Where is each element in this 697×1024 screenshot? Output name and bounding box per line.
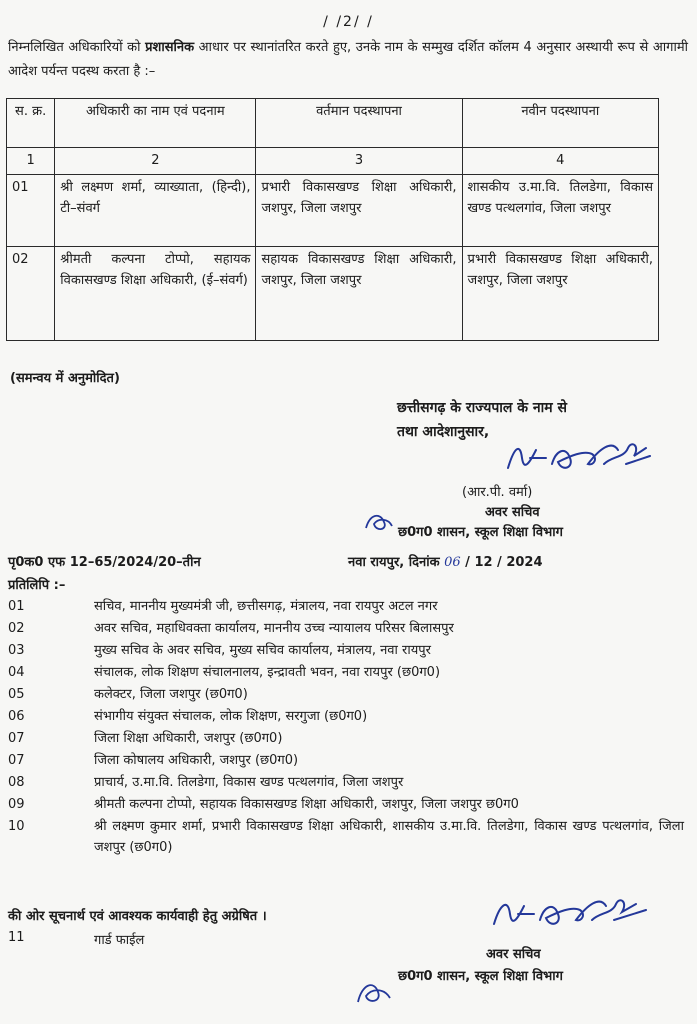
list-item-text: कलेक्टर, जिला जशपुर (छ0ग0): [94, 687, 248, 702]
list-item-number: 01: [8, 599, 25, 614]
row-officer: श्री लक्ष्मण शर्मा, व्याख्याता, (हिन्दी), टी–संवर्ग: [55, 175, 256, 247]
list-item-text: श्रीमती कल्पना टोप्पो, सहायक विकासखण्ड शिक्षा अधिकारी, जशपुर, जिला जशपुर छ0ग0: [94, 797, 519, 812]
row-current-posting: सहायक विकासखण्ड शिक्षा अधिकारी, जशपुर, जिला जशपुर: [256, 247, 462, 341]
row-serial: 02: [7, 247, 55, 341]
header-serial: स. क्र.: [7, 99, 55, 148]
header-new-posting: नवीन पदस्थापना: [462, 99, 658, 148]
list-item-text: प्राचार्य, उ.मा.वि. तिलडेगा, विकास खण्ड पत्थलगांव, जिला जशपुर: [94, 775, 404, 790]
list-item-number: 03: [8, 643, 25, 658]
list-item-text: जिला शिक्षा अधिकारी, जशपुर (छ0ग0): [94, 731, 283, 746]
table-row: [7, 247, 659, 341]
order-date: [348, 552, 543, 570]
list-item: [8, 706, 684, 728]
list-item-text: श्री लक्ष्मण कुमार शर्मा, प्रभारी विकासखण्ड शिक्षा अधिकारी, शासकीय उ.मा.वि. तिलडेगा, विकास खण्ड पत्थलगांव, जिला जशपुर (छ0ग0): [94, 819, 684, 855]
approval-note: (समन्वय में अनुमोदित): [10, 371, 120, 386]
initial-mark-icon: [362, 510, 396, 534]
officer-name: (आर.पी. वर्मा): [462, 485, 533, 500]
list-item: [8, 728, 684, 750]
signatory-2-designation: अवर सचिव: [486, 947, 541, 962]
row-serial: 01: [7, 175, 55, 247]
row-new-posting: शासकीय उ.मा.वि. तिलडेगा, विकास खण्ड पत्थलगांव, जिला जशपुर: [462, 175, 658, 247]
list-item-text: अवर सचिव, महाधिवक्ता कार्यालय, माननीय उच्च न्यायालय परिसर बिलासपुर: [94, 621, 454, 636]
reference-number: पृ0क0 एफ 12–65/2024/20–तीन: [8, 555, 201, 570]
table-column-numbers: [7, 148, 659, 175]
list-item: [8, 684, 684, 706]
list-item-text: संचालक, लोक शिक्षण संचालनालय, इन्द्रावती भवन, नवा रायपुर (छ0ग0): [94, 665, 441, 680]
column-number: 2: [55, 148, 256, 175]
date-month-year: / 12 / 2024: [460, 555, 543, 570]
row-new-posting: प्रभारी विकासखण्ड शिक्षा अधिकारी, जशपुर, जिला जशपुर: [462, 247, 658, 341]
list-item-number: 08: [8, 775, 25, 790]
authority-line-2: तथा आदेशानुसार,: [397, 424, 490, 440]
intro-text-bold: प्रशासनिक: [145, 40, 195, 55]
intro-paragraph: [8, 36, 688, 84]
list-item: [8, 816, 684, 858]
intro-text-start: निम्नलिखित अधिकारियों को: [8, 40, 146, 55]
row-current-posting: प्रभारी विकासखण्ड शिक्षा अधिकारी, जशपुर, जिला जशपुर: [256, 175, 462, 247]
copy-list: [8, 596, 684, 858]
list-item-number: 05: [8, 687, 25, 702]
copy-title: प्रतिलिपि :–: [8, 578, 66, 593]
list-item-text: मुख्य सचिव के अवर सचिव, मुख्य सचिव कार्यालय, मंत्रालय, नवा रायपुर: [94, 643, 431, 658]
forward-note: की ओर सूचनार्थ एवं आवश्यक कार्यवाही हेतु अग्रेषित ।: [8, 909, 267, 924]
list-item-number: 07: [8, 731, 25, 746]
header-current-posting: वर्तमान पदस्थापना: [256, 99, 462, 148]
list-item: [8, 640, 684, 662]
list-item-number: 04: [8, 665, 25, 680]
date-prefix: नवा रायपुर, दिनांक: [348, 555, 445, 570]
handwritten-signature-1: [500, 428, 660, 486]
list-item: [8, 772, 684, 794]
list-item-number: 09: [8, 797, 25, 812]
list-item-text: संभागीय संयुक्त संचालक, लोक शिक्षण, सरगुजा (छ0ग0): [94, 709, 368, 724]
officer-designation: अवर सचिव: [485, 505, 540, 520]
intro-text-end: आधार पर स्थानांतरित करते हुए, उनके नाम के सम्मुख दर्शित कॉलम 4 अनुसार अस्थायी रूप से आगामी आदेश पर्यन्त पदस्थ करता है :–: [8, 40, 688, 79]
list-item-text: गार्ड फाईल: [94, 933, 145, 948]
authority-line-1: छत्तीसगढ़ के राज्यपाल के नाम से: [397, 400, 567, 416]
list-item: [8, 662, 684, 684]
header-officer: अधिकारी का नाम एवं पदनाम: [55, 99, 256, 148]
list-item-number: 10: [8, 819, 25, 834]
list-item-number: 02: [8, 621, 25, 636]
list-item-text: जिला कोषालय अधिकारी, जशपुर (छ0ग0): [94, 753, 299, 768]
table-header-row: [7, 99, 659, 148]
column-number: 3: [256, 148, 462, 175]
list-item-number: 07: [8, 753, 25, 768]
list-item: [8, 794, 684, 816]
initial-mark-icon: [354, 978, 394, 1008]
list-item-text: सचिव, माननीय मुख्यमंत्री जी, छत्तीसगढ़, मंत्रालय, नवा रायपुर अटल नगर: [94, 599, 438, 614]
list-item: [8, 618, 684, 640]
column-number: 1: [7, 148, 55, 175]
date-day: 06: [444, 555, 461, 570]
row-officer: श्रीमती कल्पना टोप्पो, सहायक विकासखण्ड शिक्षा अधिकारी, (ई–संवर्ग): [55, 247, 256, 341]
column-number: 4: [462, 148, 658, 175]
handwritten-signature-2: [486, 886, 656, 942]
list-item-number: 11: [8, 930, 25, 945]
list-item: [8, 750, 684, 772]
page-number: / /2/ /: [323, 14, 374, 30]
signatory-2-department: छ0ग0 शासन, स्कूल शिक्षा विभाग: [398, 969, 563, 984]
list-item: [8, 930, 144, 948]
officer-department: छ0ग0 शासन, स्कूल शिक्षा विभाग: [398, 525, 563, 540]
reference-line: [8, 552, 688, 570]
table-row: [7, 175, 659, 247]
list-item-number: 06: [8, 709, 25, 724]
transfer-table: [6, 98, 659, 341]
list-item: [8, 596, 684, 618]
